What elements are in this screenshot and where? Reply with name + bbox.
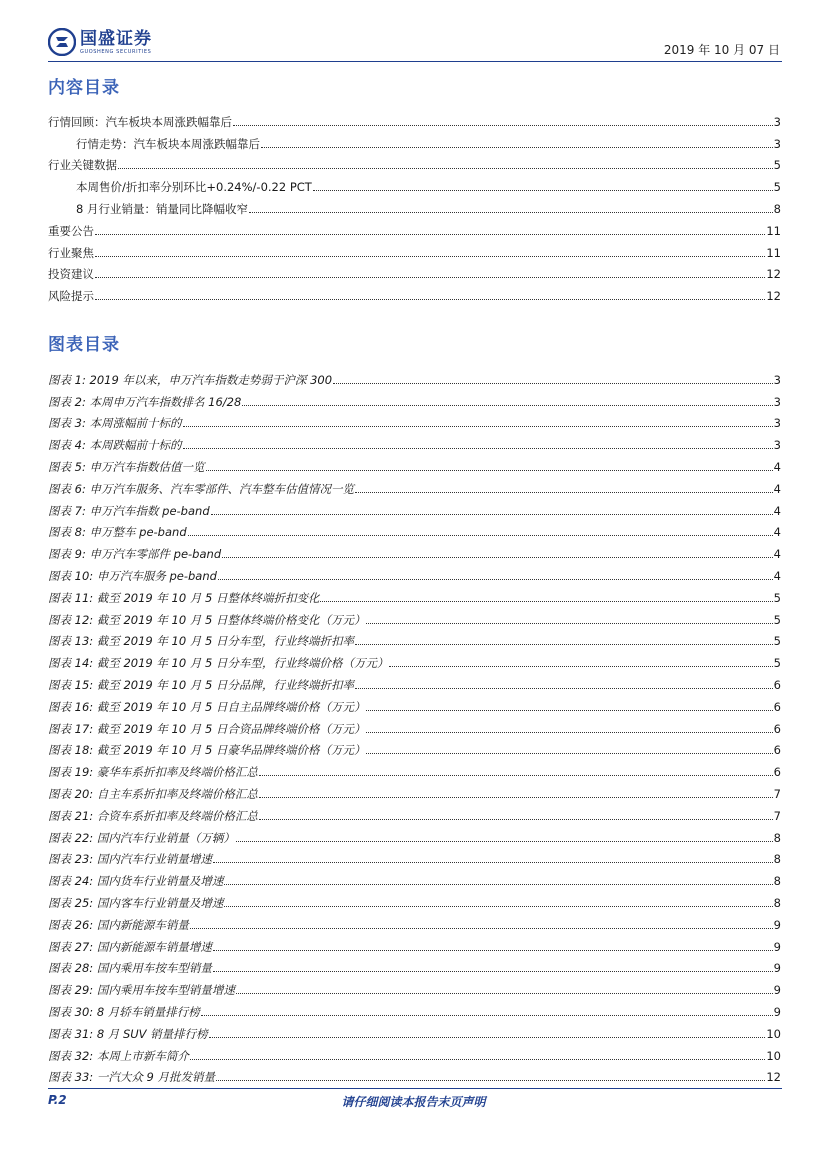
toc-entry-text: 图表 13: 截至 2019 年 10 月 5 日分车型，行业终端折扣率 <box>48 634 354 649</box>
dot-leader <box>216 1080 765 1081</box>
figure-entry[interactable] <box>48 540 781 562</box>
dot-leader <box>355 644 773 645</box>
dot-leader <box>209 1037 766 1038</box>
toc-entry-page: 8 <box>773 852 781 867</box>
dot-leader <box>233 125 773 126</box>
figure-entry[interactable] <box>48 606 781 628</box>
toc-entry-text: 图表 5: 申万汽车指数估值一览 <box>48 459 205 474</box>
toc-entry-text: 行情走势：汽车板块本周涨跌幅靠后 <box>76 136 260 151</box>
logo-subtitle: GUOSHENG SECURITIES <box>80 48 152 55</box>
toc-entry-text: 图表 8: 申万整车 pe-band <box>48 525 187 540</box>
toc-entry-page: 8 <box>773 201 781 216</box>
toc-entry-text: 图表 4: 本周跌幅前十标的 <box>48 438 182 453</box>
toc-entry-text: 风险提示 <box>48 289 94 304</box>
toc-entry-text: 图表 3: 本周涨幅前十标的 <box>48 416 182 431</box>
dot-leader <box>259 819 773 820</box>
figure-entry[interactable] <box>48 562 781 584</box>
dot-leader <box>313 190 773 191</box>
dot-leader <box>224 906 772 907</box>
toc-entry-text: 图表 23: 国内汽车行业销量增速 <box>48 852 212 867</box>
toc-entry-page: 9 <box>773 961 781 976</box>
figure-entry[interactable] <box>48 1042 781 1064</box>
toc-entry-text: 图表 33: 一汽大众 9 月批发销量 <box>48 1070 215 1085</box>
figure-entry[interactable] <box>48 453 781 475</box>
toc-entry-page: 6 <box>773 699 781 714</box>
contents-entry[interactable] <box>48 282 781 304</box>
toc-entry-page: 3 <box>773 136 781 151</box>
toc-entry-page: 12 <box>766 267 781 282</box>
dot-leader <box>366 623 772 624</box>
toc-entry-page: 8 <box>773 874 781 889</box>
contents-entry[interactable] <box>48 195 781 217</box>
guosheng-logo-icon <box>48 28 76 56</box>
figure-entry[interactable] <box>48 431 781 453</box>
toc-entry-page: 8 <box>773 895 781 910</box>
dot-leader <box>206 470 773 471</box>
toc-entry-text: 图表 14: 截至 2019 年 10 月 5 日分车型，行业终端价格（万元） <box>48 656 389 671</box>
figure-entry[interactable] <box>48 911 781 933</box>
toc-entry-page: 6 <box>773 721 781 736</box>
toc-entry-page: 4 <box>773 525 781 540</box>
report-date: 2019 年 10 月 07 日 <box>663 43 780 57</box>
figure-entry[interactable] <box>48 693 781 715</box>
toc-entry-text: 图表 31: 8 月 SUV 销量排行榜 <box>48 1026 208 1041</box>
toc-entry-text: 图表 30: 8 月轿车销量排行榜 <box>48 1004 200 1019</box>
dot-leader <box>389 666 772 667</box>
toc-entry-text: 本周售价/折扣率分别环比+0.24%/-0.22 PCT <box>76 180 312 195</box>
figure-entry[interactable] <box>48 889 781 911</box>
toc-entry-text: 8 月行业销量：销量同比降幅收窄 <box>76 201 248 216</box>
toc-entry-text: 图表 11: 截至 2019 年 10 月 5 日整体终端折扣变化 <box>48 590 320 605</box>
figure-entry[interactable] <box>48 649 781 671</box>
dot-leader <box>118 168 773 169</box>
footer-divider <box>48 1088 782 1089</box>
toc-entry-page: 3 <box>773 372 781 387</box>
toc-entry-page: 11 <box>766 223 781 238</box>
figure-entry[interactable] <box>48 1020 781 1042</box>
dot-leader <box>213 971 773 972</box>
logo-name: 国盛证券 <box>80 28 152 49</box>
figure-entry[interactable] <box>48 758 781 780</box>
toc-entry-text: 图表 2: 本周申万汽车指数排名 16/28 <box>48 394 242 409</box>
toc-entry-text: 图表 12: 截至 2019 年 10 月 5 日整体终端价格变化（万元） <box>48 612 366 627</box>
toc-entry-text: 图表 25: 国内客车行业销量及增速 <box>48 895 224 910</box>
dot-leader <box>355 492 773 493</box>
figure-entry[interactable] <box>48 671 781 693</box>
toc-entry-text: 行情回顾：汽车板块本周涨跌幅靠后 <box>48 114 232 129</box>
dot-leader <box>236 841 773 842</box>
dot-leader <box>222 557 773 558</box>
figure-entry[interactable] <box>48 976 781 998</box>
dot-leader <box>213 950 773 951</box>
footer-page-number: P.2 <box>48 1093 67 1107</box>
page-header <box>48 28 782 60</box>
toc-entry-page: 4 <box>773 503 781 518</box>
toc-entry-page: 4 <box>773 568 781 583</box>
toc-entry-text: 图表 9: 申万汽车零部件 pe-band <box>48 547 222 562</box>
toc-entry-text: 图表 6: 申万汽车服务、汽车零部件、汽车整车估值情况一览 <box>48 481 354 496</box>
toc-entry-page: 5 <box>773 158 781 173</box>
toc-entry-page: 5 <box>773 634 781 649</box>
toc-entry-page: 6 <box>773 765 781 780</box>
figure-entry[interactable] <box>48 519 781 541</box>
contents-title: 内容目录 <box>48 78 120 98</box>
toc-entry-text: 图表 20: 自主车系折扣率及终端价格汇总 <box>48 786 258 801</box>
figure-entry[interactable] <box>48 410 781 432</box>
toc-entry-text: 图表 16: 截至 2019 年 10 月 5 日自主品牌终端价格（万元） <box>48 699 366 714</box>
toc-entry-page: 6 <box>773 677 781 692</box>
dot-leader <box>249 212 773 213</box>
toc-entry-page: 4 <box>773 547 781 562</box>
dot-leader <box>366 732 772 733</box>
figure-entry[interactable] <box>48 933 781 955</box>
figures-list <box>48 366 781 1085</box>
figure-entry[interactable] <box>48 780 781 802</box>
toc-entry-text: 图表 18: 截至 2019 年 10 月 5 日豪华品牌终端价格（万元） <box>48 743 366 758</box>
figure-entry[interactable] <box>48 628 781 650</box>
toc-entry-text: 图表 26: 国内新能源车销量 <box>48 917 189 932</box>
dot-leader <box>259 797 773 798</box>
dot-leader <box>190 928 773 929</box>
toc-entry-text: 图表 27: 国内新能源车销量增速 <box>48 939 212 954</box>
contents-entry[interactable] <box>48 217 781 239</box>
figure-entry[interactable] <box>48 867 781 889</box>
dot-leader <box>366 710 772 711</box>
toc-entry-text: 图表 32: 本周上市新车简介 <box>48 1048 189 1063</box>
figure-entry[interactable] <box>48 955 781 977</box>
figure-entry[interactable] <box>48 475 781 497</box>
dot-leader <box>320 601 772 602</box>
figure-entry[interactable] <box>48 802 781 824</box>
company-logo <box>48 28 152 56</box>
toc-entry-page: 9 <box>773 917 781 932</box>
toc-entry-page: 9 <box>773 939 781 954</box>
contents-entry[interactable] <box>48 239 781 261</box>
toc-entry-text: 图表 1: 2019 年以来，申万汽车指数走势弱于沪深 300 <box>48 372 333 387</box>
dot-leader <box>211 514 773 515</box>
contents-entry[interactable] <box>48 152 781 174</box>
toc-entry-text: 图表 19: 豪华车系折扣率及终端价格汇总 <box>48 765 258 780</box>
toc-entry-text: 图表 28: 国内乘用车按车型销量 <box>48 961 212 976</box>
dot-leader <box>366 753 772 754</box>
toc-entry-page: 3 <box>773 438 781 453</box>
toc-entry-text: 重要公告 <box>48 223 94 238</box>
toc-entry-page: 3 <box>773 416 781 431</box>
toc-entry-page: 10 <box>766 1048 781 1063</box>
figure-entry[interactable] <box>48 715 781 737</box>
dot-leader <box>188 535 773 536</box>
contents-entry[interactable] <box>48 173 781 195</box>
dot-leader <box>259 775 773 776</box>
dot-leader <box>213 862 773 863</box>
dot-leader <box>95 234 765 235</box>
toc-entry-page: 6 <box>773 743 781 758</box>
figures-title: 图表目录 <box>48 335 120 355</box>
toc-entry-text: 图表 29: 国内乘用车按车型销量增速 <box>48 983 235 998</box>
toc-entry-text: 行业关键数据 <box>48 158 117 173</box>
figure-entry[interactable] <box>48 737 781 759</box>
toc-entry-page: 7 <box>773 808 781 823</box>
dot-leader <box>236 993 773 994</box>
toc-entry-page: 9 <box>773 983 781 998</box>
dot-leader <box>183 426 773 427</box>
toc-entry-page: 11 <box>766 245 781 260</box>
toc-entry-text: 图表 24: 国内货车行业销量及增速 <box>48 874 224 889</box>
contents-entry[interactable] <box>48 130 781 152</box>
dot-leader <box>183 448 773 449</box>
figure-entry[interactable] <box>48 1064 781 1086</box>
dot-leader <box>333 383 773 384</box>
toc-entry-text: 图表 17: 截至 2019 年 10 月 5 日合资品牌终端价格（万元） <box>48 721 366 736</box>
figure-entry[interactable] <box>48 497 781 519</box>
figure-entry[interactable] <box>48 388 781 410</box>
footer-disclaimer: 请仔细阅读本报告末页声明 <box>341 1095 486 1109</box>
toc-entry-page: 5 <box>773 612 781 627</box>
toc-entry-text: 行业聚焦 <box>48 245 94 260</box>
toc-entry-page: 3 <box>773 394 781 409</box>
toc-entry-page: 4 <box>773 459 781 474</box>
toc-entry-text: 图表 21: 合资车系折扣率及终端价格汇总 <box>48 808 258 823</box>
dot-leader <box>201 1015 773 1016</box>
toc-entry-page: 5 <box>773 180 781 195</box>
dot-leader <box>95 277 765 278</box>
figure-entry[interactable] <box>48 846 781 868</box>
figure-entry[interactable] <box>48 824 781 846</box>
dot-leader <box>218 579 773 580</box>
figure-entry[interactable] <box>48 998 781 1020</box>
toc-entry-page: 5 <box>773 590 781 605</box>
toc-entry-text: 图表 7: 申万汽车指数 pe-band <box>48 503 210 518</box>
toc-entry-page: 5 <box>773 656 781 671</box>
toc-entry-text: 投资建议 <box>48 267 94 282</box>
toc-entry-page: 9 <box>773 1004 781 1019</box>
dot-leader <box>355 688 773 689</box>
toc-entry-page: 12 <box>766 1070 781 1085</box>
contents-list <box>48 108 781 304</box>
dot-leader <box>242 405 772 406</box>
contents-entry[interactable] <box>48 261 781 283</box>
toc-entry-text: 图表 10: 申万汽车服务 pe-band <box>48 568 217 583</box>
toc-entry-page: 10 <box>766 1026 781 1041</box>
dot-leader <box>95 299 765 300</box>
figure-entry[interactable] <box>48 366 781 388</box>
dot-leader <box>261 147 773 148</box>
header-divider <box>48 61 782 62</box>
toc-entry-text: 图表 15: 截至 2019 年 10 月 5 日分品牌，行业终端折扣率 <box>48 677 354 692</box>
figure-entry[interactable] <box>48 584 781 606</box>
toc-entry-page: 12 <box>766 289 781 304</box>
dot-leader <box>95 256 765 257</box>
toc-entry-page: 4 <box>773 481 781 496</box>
dot-leader <box>190 1059 766 1060</box>
toc-entry-page: 7 <box>773 786 781 801</box>
toc-entry-text: 图表 22: 国内汽车行业销量（万辆） <box>48 830 235 845</box>
toc-entry-page: 3 <box>773 114 781 129</box>
dot-leader <box>224 884 772 885</box>
toc-entry-page: 8 <box>773 830 781 845</box>
contents-entry[interactable] <box>48 108 781 130</box>
